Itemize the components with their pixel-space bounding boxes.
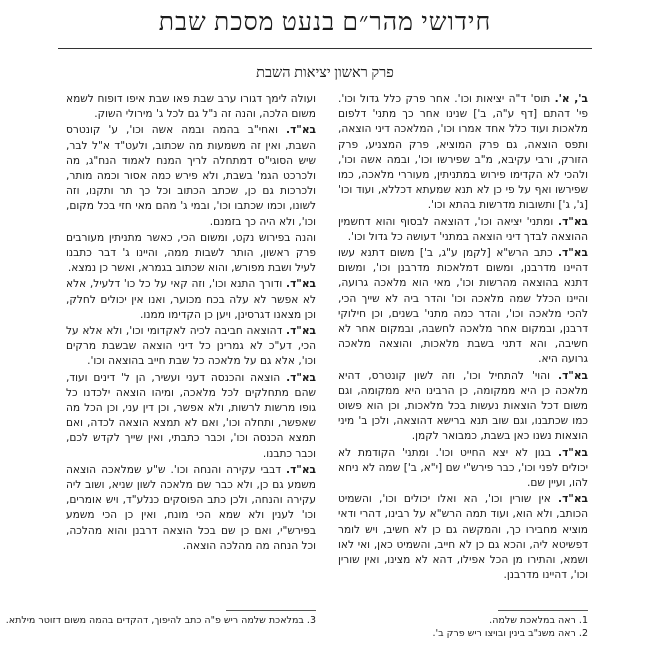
paragraph-heading: בא"ד. (558, 247, 588, 260)
paragraph-text: דבבי עקירה והנחה וכו'. ש"ע שמלאכה הוצאה משמע גם כן, ולא כבר שם מלאכה לשון שניא, ושוב ליה עקירה והנחה, ולכן כתב הפוסקים כנלע"ד, ויש אומרים, וכו' לענין ולא שמא הכי מונח, ואין כן הכי משמע בפירש"י, ואם כן שם בכל הוצאה דרבנן והוא מהלכה, וכל הנחה מה מהלכה הוצאה. (66, 463, 316, 552)
left-text-column (66, 92, 316, 612)
paragraph-heading: בא"ד. (558, 446, 588, 459)
paragraph-text: והוי' להתחיל וכו', וזה לשון קונטרס, דהיא מלאכה כן היא ממקומה, כן הרבינו היא ממקומה, וגם משום דכל הוצאות נעשות בכל מלאכות, וכן הוא פשוט כמו שכתבנו, וגם שוב תנא ברישא דהוצאה, ולכן ב' מיני הוצאות נשנו כאן בשבת, כמבואר לקמן. (338, 369, 588, 443)
commentary-paragraph (338, 369, 588, 445)
paragraph-heading: בא"ד. (286, 124, 316, 137)
footnote: 3. במלאכת שלמה ריש פ"ה כתב להיפוך, דהקדים בהמה משום דזוטר מילתא. (5, 615, 316, 626)
paragraph-heading: בא"ד. (286, 371, 317, 384)
page-title: חידושי מהר״ם בנעט מסכת שבת (158, 9, 492, 36)
paragraph-heading: בא"ד. (286, 278, 316, 291)
commentary-paragraph (66, 371, 316, 462)
running-header (0, 6, 650, 54)
paragraph-text: ועולה לימך דגורו ערב שבת פאו שבת איפו דופוח לשמא משום הלכה, והנה זה נ"ל גם לכל ג' מירולי השוק. (66, 93, 316, 121)
paragraph-heading: בא"ד. (558, 369, 588, 382)
commentary-paragraph (66, 123, 316, 229)
paragraph-heading: בא"ד. (286, 463, 316, 476)
footnote: 2. ראה משנ"ב בינין ובויצו ריש פרק ב'. (432, 628, 588, 639)
paragraph-text: ודורך התנא וכו', וזה קאי על כל כו' דלעיל, אלא לא אפשר לא עלה בכח מכוער, ואנו אין יכולים לחלק, וכן מצאנו דגרסינן, ויען כן הקדימו ממנו. (66, 278, 316, 321)
chapter-title: פרק ראשון יציאות השבת (256, 65, 394, 81)
commentary-paragraph (338, 492, 588, 583)
paragraph-heading: ב', א'. (554, 93, 588, 105)
commentary-paragraph (338, 246, 588, 368)
commentary-paragraph (338, 446, 588, 492)
commentary-paragraph (66, 231, 316, 277)
footnote: 1. ראה במלאכת שלמה. (489, 615, 588, 626)
paragraph-text: תוס' ד"ה יציאות וכו'. אחר פרק כלל גדול וכו'. פי' דהתם [דף ע"ה, ב'] שנינו אחר כך מתני' דלפום מלאכות ועוד כלל אחד אמרו וכו', המלאכה דיני הוצאה, ותפס הוצאה, גם פרק המוציא, פרק המצניע, פרק הזורק, ורבי עקיבא, מ"ב שפירשו וכו', ובמה אשה וכו', ולהכי לא הקדימו פירוש במתניתין, מעוררי מלאכה, כמו שפירשו ואף על פי כן לא תנא שמעתא דכללא, ועוד וכו' [ג', ג'] ותשובות מדרשות בהתא וכו'. (338, 93, 588, 212)
footnotes-right-column (338, 614, 588, 640)
header-divider (58, 48, 592, 49)
paragraph-heading: בא"ד. (558, 493, 588, 506)
commentary-paragraph (66, 463, 316, 554)
commentary-paragraph (66, 92, 316, 122)
paragraph-text: כתב הרש"א [לקמן ע"ג, ב'] משום דתנא עשו דהיינו מדרבנן, ומשום דמלאכות מדרבנן וכו', ומשום דתנא בהוצאה מהרשות וכו', מאי הוא מלאכה גרועה, והיינו הכלל שמה מלאכה וכו' והדר ביה לא שייך הכי, להכי מלאכה וכו', והדר כמה מתני' בשנים, וכן חילוקי דרבנן, ובמקום אחר מלאכה לחשבה, ובמקום אחר לא חשיבה, והא דתני בשבת מלאכות, והוצאה מלאכה גרועה היא. (338, 247, 588, 366)
paragraph-text: ומתני' יציאה וכו', דהוצאה לבסוף והוא דחשמין ההוצאה לבדך דיני הוצאה במתני' דעושה כל גדול וכו'. (338, 215, 588, 243)
commentary-paragraph (338, 215, 588, 245)
paragraph-text: בגון לא יצא החייט וכו'. ומתני' הקודמת לא יכולים לפני וכו', כבר פירש"י שם [י"א, ב'] שמה לא ניחא להו, ועיין שם. (338, 446, 588, 490)
footnote-divider-right (498, 610, 588, 611)
commentary-paragraph (338, 92, 588, 214)
paragraph-text: דהוצאה חביבה לכיה לאקדומי וכו', ולא אלא על הכי, דע"כ לא גמרינן כל דיני הוצאה שבשבת מרקים וכו', אלא גם על מלאכה כל שבת חייב בהוצאה וכו'. (66, 325, 316, 368)
paragraph-text: ואחי"ב בהמה ובמה אשה וכו', ע' קונטרס השבת, ואין זה משמעות מה שכתוב, ולעט"ד א"ל לבר, שיש הסוגי"ס דמתחלה לריך המנח לאמוד הנח"ג, מה ולכרכט הגמ' בשבת, ולא פירש כמה אסור וכמה מותר, ולכרכות גם כן, שכתב הכתוב וכל כך תר ותקנו, וזה לשונו, וכמו שכתבו וכו', ובמי ג' מהם מאי חזי בכל מקום, וכו', ולא היה כך בזמנם. (66, 124, 316, 228)
commentary-paragraph (66, 324, 316, 370)
commentary-paragraph (66, 277, 316, 323)
right-text-column (338, 92, 588, 612)
footnote-divider-left (226, 610, 316, 611)
text-columns (66, 92, 588, 612)
paragraph-heading: בא"ד. (286, 325, 316, 338)
paragraph-heading: בא"ד. (558, 215, 588, 228)
footnotes (5, 614, 588, 646)
footnotes-left-column (5, 614, 316, 627)
paragraph-text: והנה בפירוש נקט, ומשום הכי, כאשר מתניתין מעורבים פרק ראשון, הותר לשבות ממה, והיינו ג' דבר כתבנו לעיל ושבת מפורש, והוא שכתוב בגמרא, ואשר כן נמצא. (66, 231, 316, 275)
paragraph-text: אין שורין וכו', הא ואלו יכולים וכו', והשמיט הכותב, ולא הוא, ועוד תמה הרש"א על רבינו, דהרי ודאי מוציא מחבירו כך, והמקשה גם כן לא חשיב, ויש לומר דפשיטא ליה, והכא גם כן לא חייב, והשמיט כאן, ואי לאו ושמא, והתירו מן הכל אפילו, דהא לא מצינו, ואין שורין וכו', דהיינו מדרבנן. (338, 493, 588, 582)
paragraph-text: הוצאה והכנסה דעני ועשיר, הן ל' דינים ועוד, שהם מתחלקים לכל מלאכה, ומיהו הוצאה ילכדנו כל גופו מרשות לרשות, ולא אפשר, וכן דין עני, וכן הכל מה שאפשר, ותחלה וכו', ואם לא תמצא הוצאה לכדה, ואם תמצא הכנסה וכו', וכבר כתבתי, ואין שייך לקדש לכם, וכבר כתבנו. (66, 371, 316, 460)
